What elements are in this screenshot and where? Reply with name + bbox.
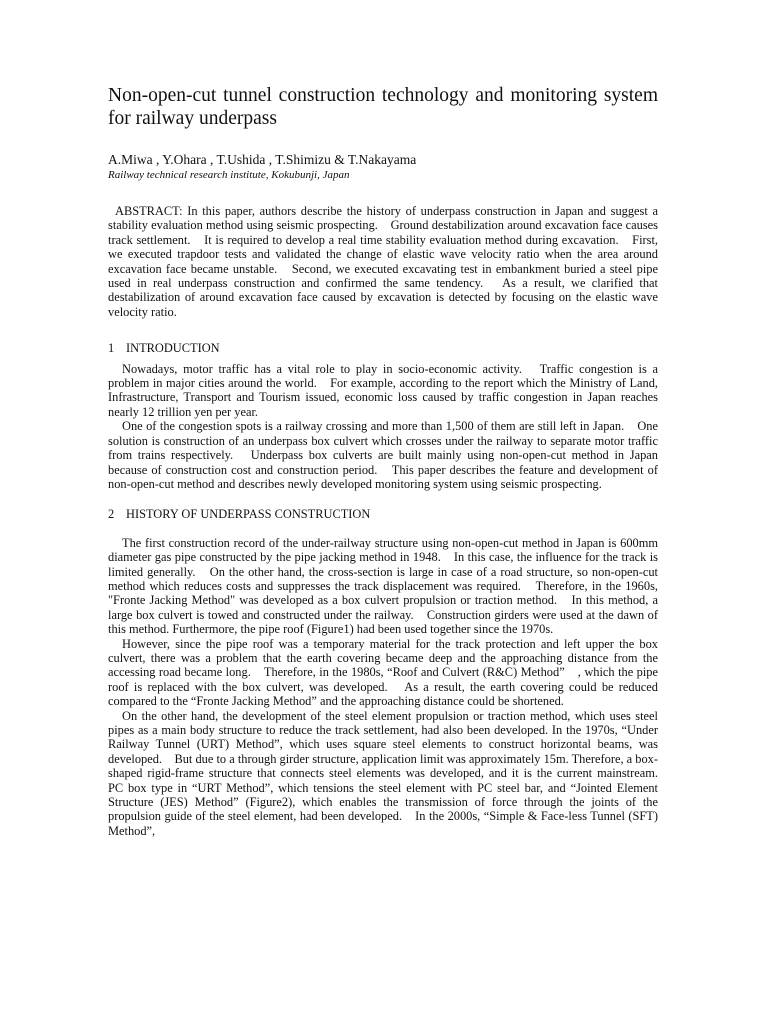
section-2-title: HISTORY OF UNDERPASS CONSTRUCTION [126,507,371,522]
section-1-number: 1 [108,341,115,356]
section-1-paragraph: Nowadays, motor traffic has a vital role to play in socio-economic activity. Traffic congestion is a problem in major cities around the world. For example, according to the report which the Ministry of Land, Infrastructure, Transport and Tourism issued, economic loss caused by traffic congestion in Japan reaches nearly 12 trillion yen per year. [108,361,658,419]
abstract: ABSTRACT: In this paper, authors describe the history of underpass construction in Japan and suggest a stability evaluation method using seismic prospecting. Ground destabilization around excavation face causes track settlement. It is required to develop a real time stability evaluation method during excavation. First, we executed trapdoor tests and validated the change of elastic wave velocity ratio when the area around excavation face became unstable. Second, we executed excavating test in embankment buried a steel pipe used in real underpass construction and confirmed the same tendency. As a result, we clarified that destabilization of around excavation face caused by excavation is detected by focusing on the elastic wave velocity ratio. [108,204,658,319]
paper-affiliation: Railway technical research institute, Kokubunji, Japan [108,169,350,181]
section-2-paragraph: The first construction record of the under-railway structure using non-open-cut method in Japan is 600mm diameter gas pipe constructed by the pipe jacking method in 1948. In this case, the influence for the track is limited generally. On the other hand, the cross-section is large in case of a road structure, so non-open-cut method which reduces costs and suppresses the track displacement was required. Therefore, in the 1960s, "Fronte Jacking Method" was developed as a box culvert propulsion or traction method. In this method, a large box culvert is towed and constructed under the railway. Construction girders were used at the dawn of this method. Furthermore, the pipe roof (Figure1) had been used together since the 1970s. [108,535,658,637]
section-1-heading [108,341,658,355]
section-2-number: 2 [108,507,115,522]
section-1-paragraph: One of the congestion spots is a railway crossing and more than 1,500 of them are still left in Japan. One solution is construction of an underpass box culvert which crosses under the railway to separate motor traffic from trains respectively. Underpass box culverts are built mainly using non-open-cut method in Japan because of construction cost and construction period. This paper describes the feature and development of non-open-cut method and describes newly developed monitoring system using seismic prospecting. [108,419,658,491]
paper-title: Non-open-cut tunnel construction technology and monitoring system for railway underpass [108,85,658,129]
section-1-title: INTRODUCTION [126,341,220,356]
paper-page [108,84,671,838]
section-2-heading [108,507,658,521]
paper-authors: A.Miwa , Y.Ohara , T.Ushida , T.Shimizu & T.Nakayama [108,152,417,167]
section-2-paragraph: On the other hand, the development of the steel element propulsion or traction method, which uses steel pipes as a main body structure to reduce the track settlement, had also been developed. In the 1970s, “Under Railway Tunnel (URT) Method”, which uses square steel elements to construct horizontal beams, was developed. But due to a through girder structure, application limit was approximately 15m. Therefore, a box-shaped rigid-frame structure that connects steel elements was developed, and it is the current mainstream. PC box type in “URT Method”, which tensions the steel element with PC steel bar, and “Jointed Element Structure (JES) Method” (Figure2), which enables the transmission of force through the joints of the propulsion guide of the steel element, had been developed. In the 2000s, “Simple & Face-less Tunnel (SFT) Method”, [108,708,671,838]
section-2-paragraph: However, since the pipe roof was a temporary material for the track protection and left upper the box culvert, there was a problem that the earth covering became deep and the approaching distance from the accessing road became long. Therefore, in the 1980s, “Roof and Culvert (R&C) Method” , which the pipe roof is replaced with the box culvert, was developed. As a result, the earth covering could be reduced compared to the “Fronte Jacking Method” and the approaching distance could be shortened. [108,636,658,709]
